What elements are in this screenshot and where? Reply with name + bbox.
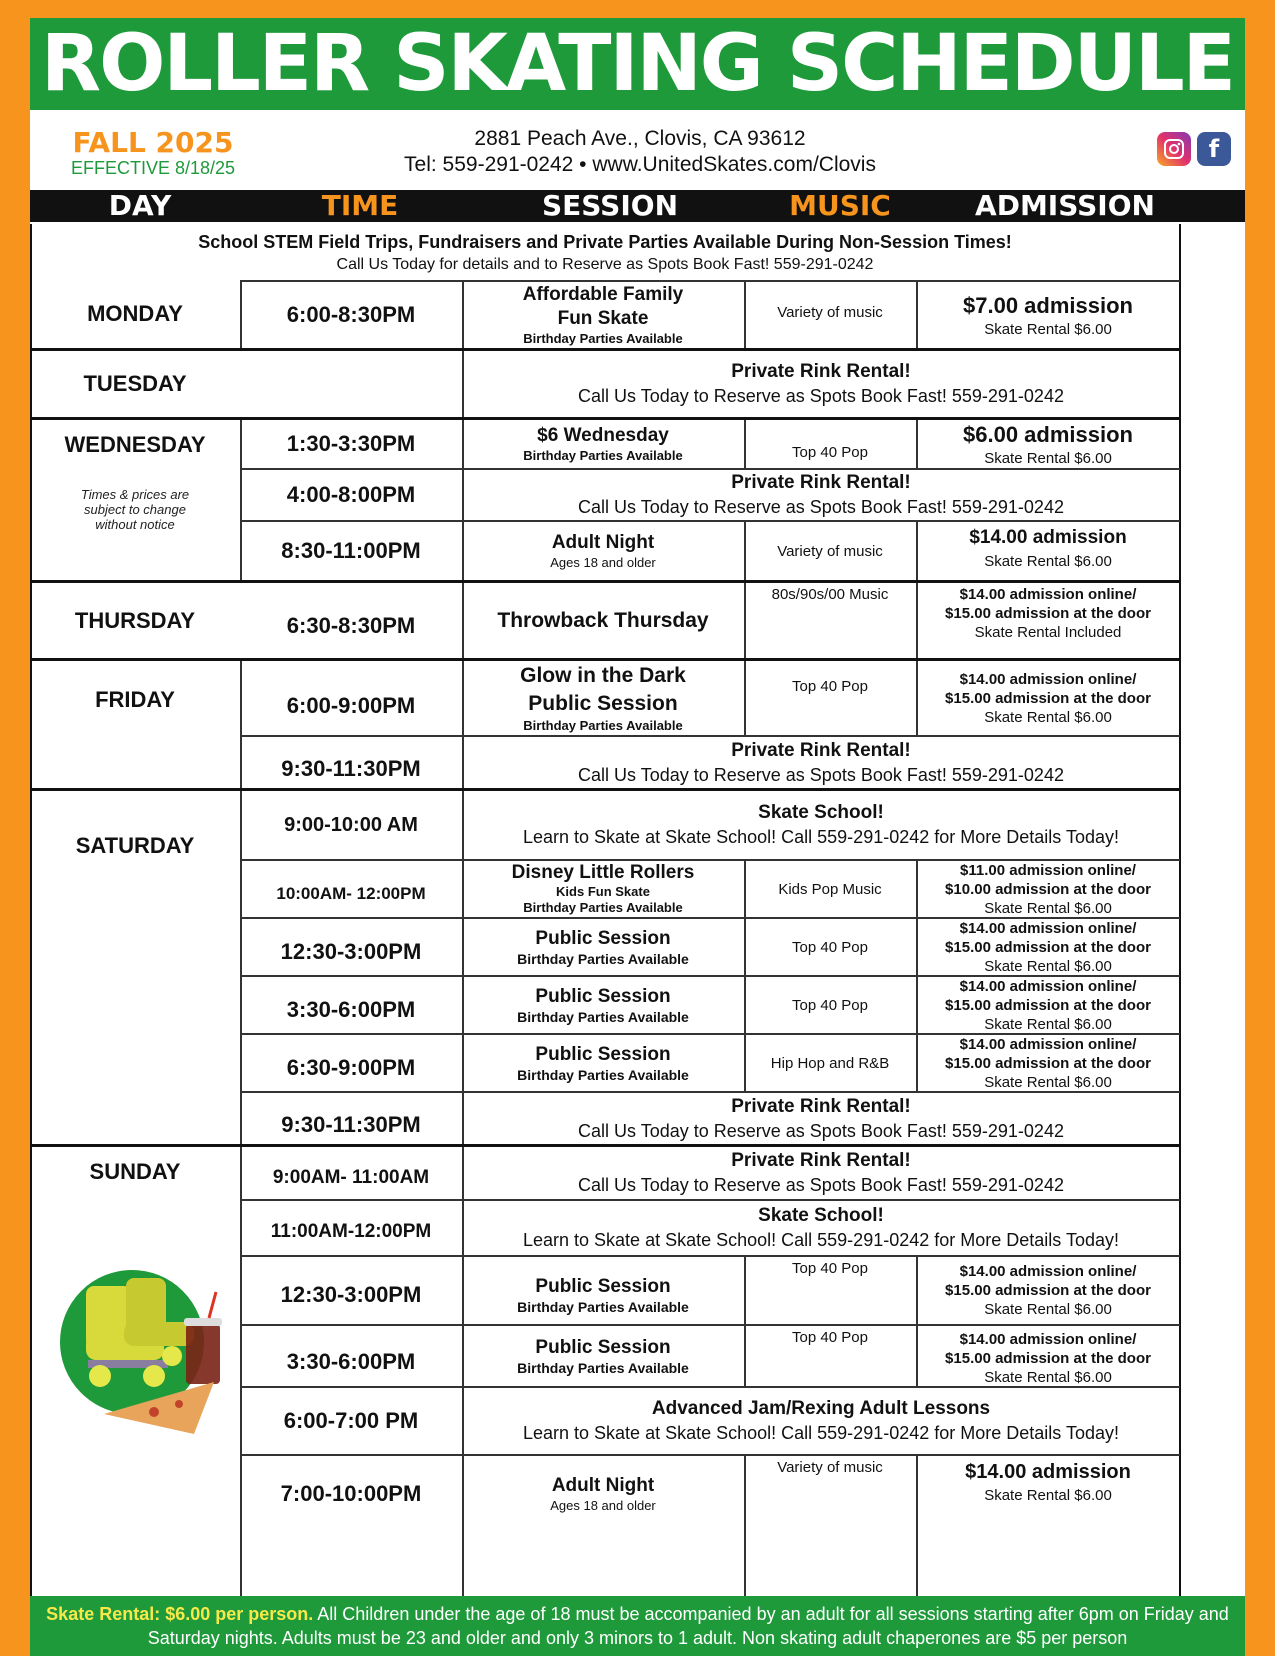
session-name: Adult Night <box>551 1475 655 1496</box>
session-name: Adult Night <box>551 532 655 553</box>
admission-cell <box>916 583 1180 643</box>
session-cell <box>462 1326 744 1386</box>
time-slot: 9:30-11:30PM <box>281 1112 421 1137</box>
day-tuesday: TUESDAY <box>83 371 187 396</box>
footer-text: All Children under the age of 18 must be accompanied by an adult for all sessions starting after 6pm on Friday and Saturday nights. Adults must be 23 and older and only 3 minors to 1 adult. Non skating adult chaperones are $5 per person <box>147 1604 1229 1648</box>
session-name: Affordable Family <box>522 284 684 305</box>
session-name: Public Session <box>535 1276 671 1297</box>
music-cell: Top 40 Pop <box>792 1328 868 1346</box>
time-slot: 3:30-6:00PM <box>286 997 416 1022</box>
day-saturday: SATURDAY <box>75 833 195 858</box>
private-rental-cell <box>462 1093 1180 1144</box>
day-sunday: SUNDAY <box>89 1159 181 1184</box>
music-cell: Top 40 Pop <box>792 677 868 695</box>
music-cell: Top 40 Pop <box>792 938 868 956</box>
session-note: Birthday Parties Available <box>523 448 683 463</box>
divider <box>462 583 464 658</box>
private-rental-text: Call Us Today to Reserve as Spots Book Fast! 559-291-0242 <box>578 1175 1064 1195</box>
admission-door: $15.00 admission at the door <box>945 1349 1151 1367</box>
admission-door: $15.00 admission at the door <box>945 604 1151 622</box>
session-cell <box>462 420 744 468</box>
music-cell: Variety of music <box>777 1458 883 1476</box>
session-name: Throwback Thursday <box>497 608 709 632</box>
skate-school-text: Learn to Skate at Skate School! Call 559-291-0242 for More Details Today! <box>522 1230 1119 1250</box>
admission-cell <box>916 661 1180 735</box>
divider <box>240 280 242 348</box>
admission-cell <box>916 919 1180 975</box>
divider <box>744 861 746 1093</box>
skate-school-cell <box>462 791 1180 859</box>
day-wednesday: WEDNESDAY <box>64 432 206 457</box>
season-block <box>58 128 248 178</box>
footer-highlight: Skate Rental: $6.00 per person. <box>46 1604 314 1624</box>
divider <box>916 522 918 580</box>
page-title: ROLLER SKATING SCHEDULE <box>30 18 1245 110</box>
notice-line-2: Call Us Today for details and to Reserve as Spots Book Fast! 559-291-0242 <box>336 256 874 273</box>
divider <box>744 280 746 348</box>
session-cell <box>462 1035 744 1091</box>
private-rental-title: Private Rink Rental! <box>731 739 911 761</box>
time-slot: 6:30-8:30PM <box>286 612 416 638</box>
time-slot: 10:00AM- 12:00PM <box>276 884 426 903</box>
time-slot: 6:00-7:00 PM <box>283 1408 419 1433</box>
admission-price: $6.00 admission <box>963 421 1133 447</box>
session-name: $6 Wednesday <box>537 425 669 446</box>
session-name: Public Session <box>528 692 678 715</box>
admission-door: $15.00 admission at the door <box>945 938 1151 956</box>
private-rental-text: Call Us Today to Reserve as Spots Book Fast! 559-291-0242 <box>578 764 1064 785</box>
notice-banner <box>30 226 1180 280</box>
divider <box>462 1147 464 1596</box>
divider <box>744 583 746 658</box>
time-slot: 8:30-11:00PM <box>281 538 421 563</box>
schedule-page <box>30 18 1245 1648</box>
effective-date: EFFECTIVE 8/18/25 <box>70 158 236 178</box>
session-cell <box>462 1257 744 1333</box>
music-cell: Top 40 Pop <box>792 1259 868 1277</box>
private-rental-title: Private Rink Rental! <box>731 472 911 493</box>
skate-school-text: Learn to Skate at Skate School! Call 559-291-0242 for More Details Today! <box>522 827 1119 847</box>
admission-online: $14.00 admission online/ <box>959 1330 1137 1348</box>
time-slot: 6:00-9:00PM <box>286 692 416 718</box>
session-name: Disney Little Rollers <box>511 862 695 883</box>
music-cell: Variety of music <box>777 303 883 321</box>
admission-cell <box>916 522 1180 572</box>
admission-online: $14.00 admission online/ <box>959 585 1137 603</box>
admission-cell <box>916 1456 1180 1506</box>
divider <box>462 420 464 580</box>
rental-price: Skate Rental $6.00 <box>984 899 1112 917</box>
session-cell <box>462 661 744 735</box>
session-name: Public Session <box>535 1044 671 1065</box>
time-slot: 11:00AM-12:00PM <box>270 1221 432 1242</box>
time-slot: 7:00-10:00PM <box>280 1481 422 1506</box>
adult-lessons-text: Learn to Skate at Skate School! Call 559-291-0242 for More Details Today! <box>522 1423 1119 1443</box>
divider <box>916 1257 918 1386</box>
contact-line: Tel: 559-291-0242 • www.UnitedSkates.com/Clovis <box>404 153 876 176</box>
divider <box>744 1456 746 1596</box>
divider <box>916 280 918 348</box>
rental-price: Skate Rental $6.00 <box>984 1300 1112 1318</box>
admission-cell <box>916 282 1180 348</box>
divider <box>744 1257 746 1386</box>
rental-price: Skate Rental $6.00 <box>984 1015 1112 1033</box>
session-cell <box>462 282 744 348</box>
col-session: SESSION <box>541 189 679 222</box>
col-admission: ADMISSION <box>975 189 1155 222</box>
schedule-table <box>30 224 1245 1596</box>
divider <box>744 420 746 468</box>
admission-door: $15.00 admission at the door <box>945 1054 1151 1072</box>
session-note: Birthday Parties Available <box>523 900 683 915</box>
rental-price: Skate Rental $6.00 <box>984 1486 1112 1504</box>
divider <box>240 661 242 788</box>
music-cell: 80s/90s/00 Music <box>771 585 889 603</box>
music-cell: Top 40 Pop <box>792 996 868 1014</box>
private-rental-text: Call Us Today to Reserve as Spots Book Fast! 559-291-0242 <box>578 1120 1064 1141</box>
divider <box>744 661 746 735</box>
private-rental-title: Private Rink Rental! <box>731 1150 911 1171</box>
session-note: Ages 18 and older <box>550 555 656 570</box>
day-thursday: THURSDAY <box>74 607 196 633</box>
session-note: Birthday Parties Available <box>517 1299 689 1315</box>
admission-price: $7.00 admission <box>963 292 1133 318</box>
facebook-icon[interactable]: f <box>1197 132 1231 166</box>
footer-policy <box>30 1596 1245 1656</box>
session-note: Birthday Parties Available <box>517 1009 689 1025</box>
session-cell <box>462 919 744 975</box>
admission-online: $11.00 admission online/ <box>960 861 1136 879</box>
rental-price: Skate Rental $6.00 <box>984 320 1112 338</box>
divider <box>744 522 746 580</box>
session-name: Public Session <box>535 928 671 949</box>
divider <box>462 351 464 417</box>
private-rental-cell <box>462 1147 1180 1199</box>
music-cell: Hip Hop and R&B <box>770 1054 890 1072</box>
admission-online: $14.00 admission online/ <box>959 1262 1137 1280</box>
address-block <box>350 126 930 178</box>
disclaimer-note: Times & prices are subject to change without notice <box>80 486 190 532</box>
time-slot: 6:30-9:00PM <box>286 1055 416 1080</box>
private-rental-title: Private Rink Rental! <box>731 361 911 382</box>
session-name: Fun Skate <box>557 308 649 329</box>
admission-door: $15.00 admission at the door <box>945 1281 1151 1299</box>
music-cell: Variety of music <box>777 542 883 560</box>
admission-cell <box>916 420 1180 468</box>
private-rental-cell <box>462 351 1180 417</box>
time-slot: 12:30-3:00PM <box>280 939 422 964</box>
divider <box>240 791 242 1144</box>
social-links <box>1157 132 1231 166</box>
rental-price: Skate Rental Included <box>974 623 1122 641</box>
instagram-icon[interactable] <box>1157 132 1191 166</box>
adult-lessons-title: Advanced Jam/Rexing Adult Lessons <box>651 1398 991 1419</box>
time-slot: 12:30-3:00PM <box>280 1282 422 1307</box>
rental-price: Skate Rental $6.00 <box>984 1073 1112 1091</box>
session-cell <box>462 861 744 917</box>
session-note: Birthday Parties Available <box>517 951 689 967</box>
admission-price: $14.00 admission <box>965 1460 1131 1483</box>
skate-illustration <box>44 1264 234 1454</box>
session-name: Public Session <box>535 1337 671 1358</box>
session-note: Ages 18 and older <box>550 1498 656 1513</box>
divider <box>240 420 242 580</box>
session-cell <box>462 977 744 1033</box>
admission-cell <box>916 1257 1180 1323</box>
time-slot: 9:00AM- 11:00AM <box>272 1167 430 1188</box>
notice-line-1: School STEM Field Trips, Fundraisers and Private Parties Available During Non-Session Times! <box>198 232 1012 252</box>
admission-online: $14.00 admission online/ <box>959 977 1137 995</box>
divider <box>462 791 464 1144</box>
music-cell: Kids Pop Music <box>778 880 882 898</box>
skate-school-title: Skate School! <box>758 1205 884 1226</box>
private-rental-text: Call Us Today to Reserve as Spots Book Fast! 559-291-0242 <box>578 497 1064 517</box>
time-slot: 6:00-8:30PM <box>286 302 416 327</box>
col-time: TIME <box>321 189 399 222</box>
private-rental-title: Private Rink Rental! <box>731 1095 911 1117</box>
rental-price: Skate Rental $6.00 <box>984 449 1112 467</box>
time-slot: 9:00-10:00 AM <box>284 813 418 836</box>
divider <box>916 1456 918 1596</box>
time-slot: 3:30-6:00PM <box>286 1349 416 1374</box>
rental-price: Skate Rental $6.00 <box>984 1368 1112 1386</box>
admission-cell <box>916 1326 1180 1390</box>
session-cell <box>462 583 744 658</box>
divider <box>240 1147 242 1596</box>
skate-school-cell <box>462 1201 1180 1255</box>
time-slot: 9:30-11:30PM <box>281 756 421 781</box>
column-header-bar <box>30 190 1245 222</box>
adult-lessons-cell <box>462 1388 1180 1454</box>
info-bar <box>30 110 1245 190</box>
rental-price: Skate Rental $6.00 <box>984 708 1112 726</box>
session-name: Public Session <box>535 986 671 1007</box>
session-subtitle: Kids Fun Skate <box>556 884 650 899</box>
day-monday: MONDAY <box>87 301 183 326</box>
admission-door: $15.00 admission at the door <box>945 996 1151 1014</box>
private-rental-cell <box>462 737 1180 788</box>
admission-online: $14.00 admission online/ <box>959 670 1137 688</box>
session-name: Glow in the Dark <box>520 664 686 687</box>
admission-online: $14.00 admission online/ <box>959 1035 1137 1053</box>
admission-cell <box>916 1035 1180 1091</box>
admission-door: $15.00 admission at the door <box>945 689 1151 707</box>
admission-online: $14.00 admission online/ <box>959 919 1137 937</box>
skate-school-title: Skate School! <box>758 802 884 823</box>
rental-price: Skate Rental $6.00 <box>984 552 1112 570</box>
divider <box>916 661 918 735</box>
admission-cell <box>916 977 1180 1033</box>
col-day: DAY <box>108 189 172 222</box>
rental-price: Skate Rental $6.00 <box>984 957 1112 975</box>
admission-door: $10.00 admission at the door <box>945 880 1151 898</box>
session-cell <box>462 522 744 580</box>
time-slot: 1:30-3:30PM <box>286 431 416 456</box>
address: 2881 Peach Ave., Clovis, CA 93612 <box>474 127 806 150</box>
day-friday: FRIDAY <box>95 687 175 712</box>
col-music: MUSIC <box>789 189 891 222</box>
divider <box>462 280 464 348</box>
session-note: Birthday Parties Available <box>517 1360 689 1376</box>
divider <box>916 583 918 658</box>
music-cell: Top 40 Pop <box>792 443 868 461</box>
private-rental-text: Call Us Today to Reserve as Spots Book Fast! 559-291-0242 <box>578 386 1064 406</box>
season-title: FALL 2025 <box>72 126 234 159</box>
time-slot: 4:00-8:00PM <box>286 482 416 507</box>
session-note: Birthday Parties Available <box>523 331 683 346</box>
admission-price: $14.00 admission <box>969 526 1127 548</box>
session-note: Birthday Parties Available <box>517 1067 689 1083</box>
session-cell <box>462 1456 744 1532</box>
session-note: Birthday Parties Available <box>523 718 683 733</box>
admission-cell <box>916 861 1180 917</box>
divider <box>462 661 464 788</box>
divider <box>916 861 918 1093</box>
private-rental-cell <box>462 470 1180 520</box>
divider <box>916 420 918 468</box>
